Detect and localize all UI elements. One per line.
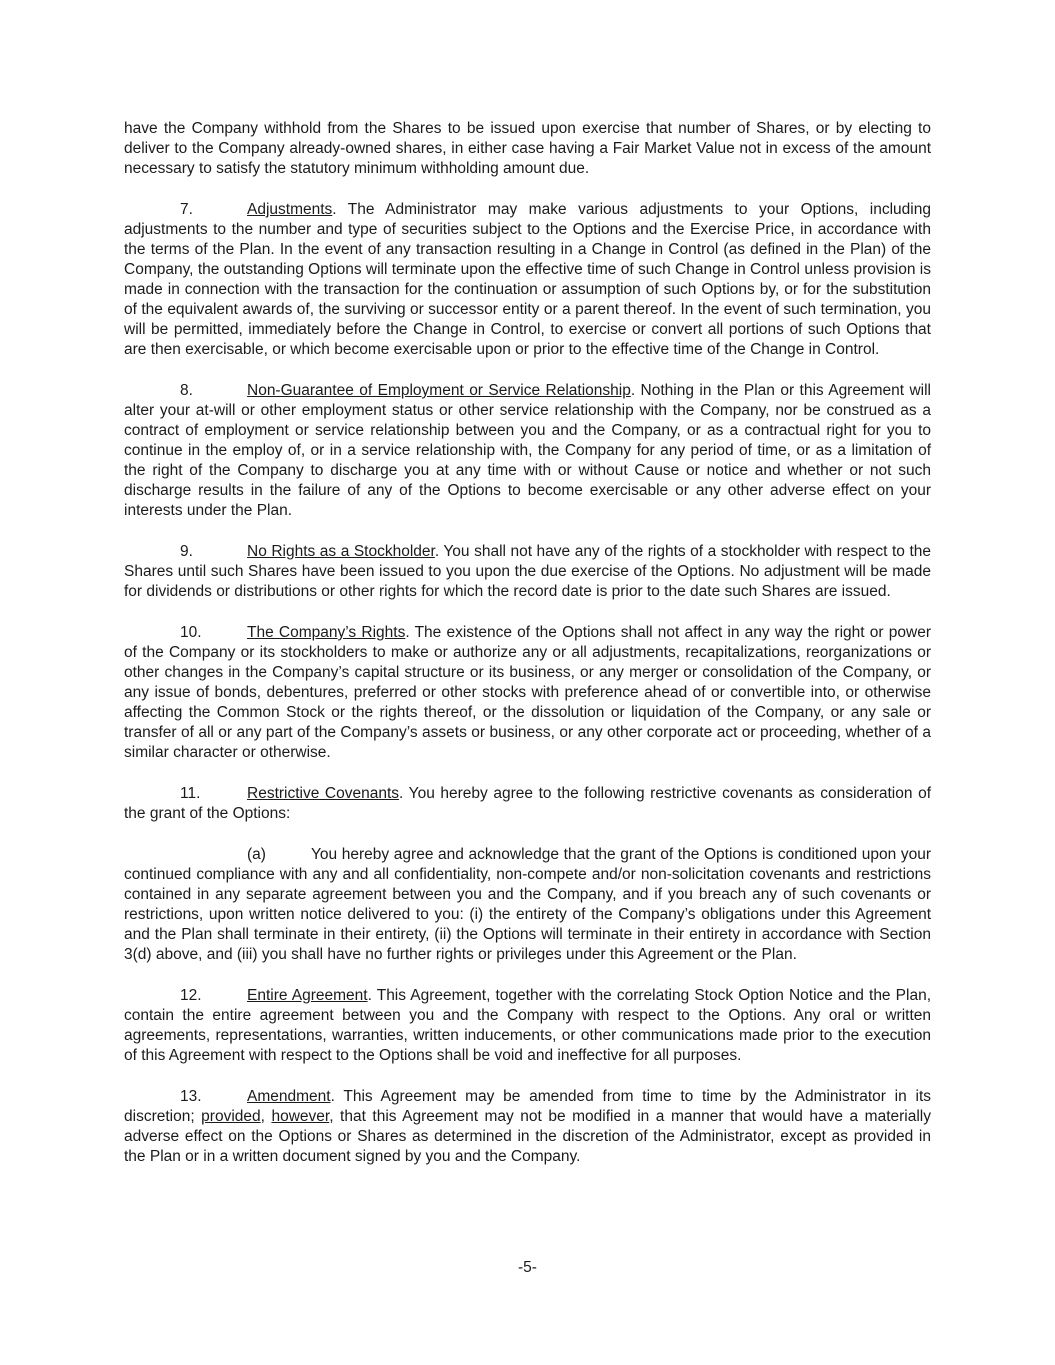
section-paragraph <box>124 623 931 763</box>
body-text: . You shall not have any of the rights of a stockholder with respect to the Shares until such Shares have been issued to you upon the due exercise of the Options. No adjustment will be made for dividends or distributions or other rights for which the record date is prior to the date such Shares are issued. <box>124 543 931 600</box>
section-number: 7. <box>180 201 193 218</box>
underlined-text: provided <box>201 1108 261 1125</box>
subsection-paragraph <box>124 845 931 965</box>
body-text: . You hereby agree to the following restrictive covenants as consideration of the grant of the Options: <box>124 785 931 822</box>
body-text: . The existence of the Options shall not affect in any way the right or power of the Company or its stockholders to make or authorize any or all adjustments, recapitalizations, reorganizations or other changes in the Company’s capital structure or its business, or any merger or consolidation of the Company, or any issue of bonds, debentures, preferred or other stocks with preference ahead of or convertible into, or otherwise affecting the Common Stock or the rights thereof, or the dissolution or liquidation of the Company, or any sale or transfer of all or any part of the Company’s assets or business, or any other corporate act or proceeding, whether of a similar character or otherwise. <box>124 624 931 761</box>
body-text: . This Agreement, together with the correlating Stock Option Notice and the Plan, contain the entire agreement between you and the Company with respect to the Options. Any oral or written agreements, representations, warranties, written inducements, or other communications made prior to the execution of this Agreement with respect to the Options shall be void and ineffective for all purposes. <box>124 987 932 1064</box>
underlined-text: Non-Guarantee of Employment or Service Relationship <box>247 382 631 399</box>
section-number: 12. <box>180 987 202 1004</box>
underlined-text: Restrictive Covenants <box>247 785 400 802</box>
section-paragraph <box>124 381 931 521</box>
section-number: 8. <box>180 382 193 399</box>
body-text: You hereby agree and acknowledge that the grant of the Options is conditioned upon your continued compliance with any and all confidentiality, non-compete and/or non-solicitation covenants and restrictions contained in any separate agreement between you and the Company, and if you breach any of such covenants or restrictions, upon written notice delivered to you: (i) the entirety of the Company’s obligations under this Agreement and the Plan shall terminate in their entirety, (ii) the Options will terminate in their entirety in accordance with Section 3(d) above, and (iii) you shall have no further rights or privileges under this Agreement or the Plan. <box>124 846 931 963</box>
body-text: . This Agreement may be amended from time to time by the Administrator in its discretion; <box>124 1088 931 1125</box>
body-text: , <box>260 1108 272 1125</box>
section-paragraph <box>124 986 931 1066</box>
section-number: 13. <box>180 1088 202 1105</box>
body-text: have the Company withhold from the Shares to be issued upon exercise that number of Shares, or by electing to deliver to the Company already-owned shares, in either case having a Fair Market Value not in excess of the amount necessary to satisfy the statutory minimum withholding amount due. <box>124 120 931 177</box>
underlined-text: Amendment <box>247 1088 331 1105</box>
underlined-text: Adjustments <box>247 201 333 218</box>
section-number: 11. <box>180 785 201 802</box>
subsection-label: (a) <box>247 846 266 863</box>
body-text: , that this Agreement may not be modified in a manner that would have a materially adverse effect on the Options or Shares as determined in the discretion of the Administrator, except as provided in the Plan or in a written document signed by you and the Company. <box>124 1108 931 1165</box>
section-paragraph <box>124 1087 931 1167</box>
section-paragraph <box>124 542 931 602</box>
section-number: 10. <box>180 624 202 641</box>
page-number: -5- <box>518 1259 537 1276</box>
underlined-text: Entire Agreement <box>247 987 368 1004</box>
body-text: . The Administrator may make various adjustments to your Options, including adjustments to the number and type of securities subject to the Options and the Exercise Price, in accordance with the terms of the Plan. In the event of any transaction resulting in a Change in Control (as defined in the Plan) of the Company, the outstanding Options will terminate upon the effective time of such Change in Control unless provision is made in connection with the transaction for the continuation or assumption of such Options by, or for the substitution of the equivalent awards of, the surviving or successor entity or a parent thereof. In the event of such termination, you will be permitted, immediately before the Change in Control, to exercise or convert all portions of such Options that are then exercisable, or which become exercisable upon or prior to the effective time of the Change in Control. <box>124 201 931 358</box>
section-paragraph <box>124 784 931 824</box>
underlined-text: No Rights as a Stockholder <box>247 543 435 560</box>
paragraph <box>124 119 931 179</box>
underlined-text: The Company’s Rights <box>247 624 406 641</box>
section-number: 9. <box>180 543 193 560</box>
section-paragraph <box>124 200 931 360</box>
underlined-text: however <box>271 1108 330 1125</box>
body-text: . Nothing in the Plan or this Agreement will alter your at-will or other employment status or other service relationship with the Company, nor be construed as a contract of employment or service relationship between you and the Company, or as a contractual right for you to continue in the employ of, or in a service relationship with, the Company for any period of time, or as a limitation of the right of the Company to discharge you at any time with or without Cause or notice and whether or not such discharge results in the failure of any of the Options to become exercisable or any other adverse effect on your interests under the Plan. <box>124 382 931 519</box>
